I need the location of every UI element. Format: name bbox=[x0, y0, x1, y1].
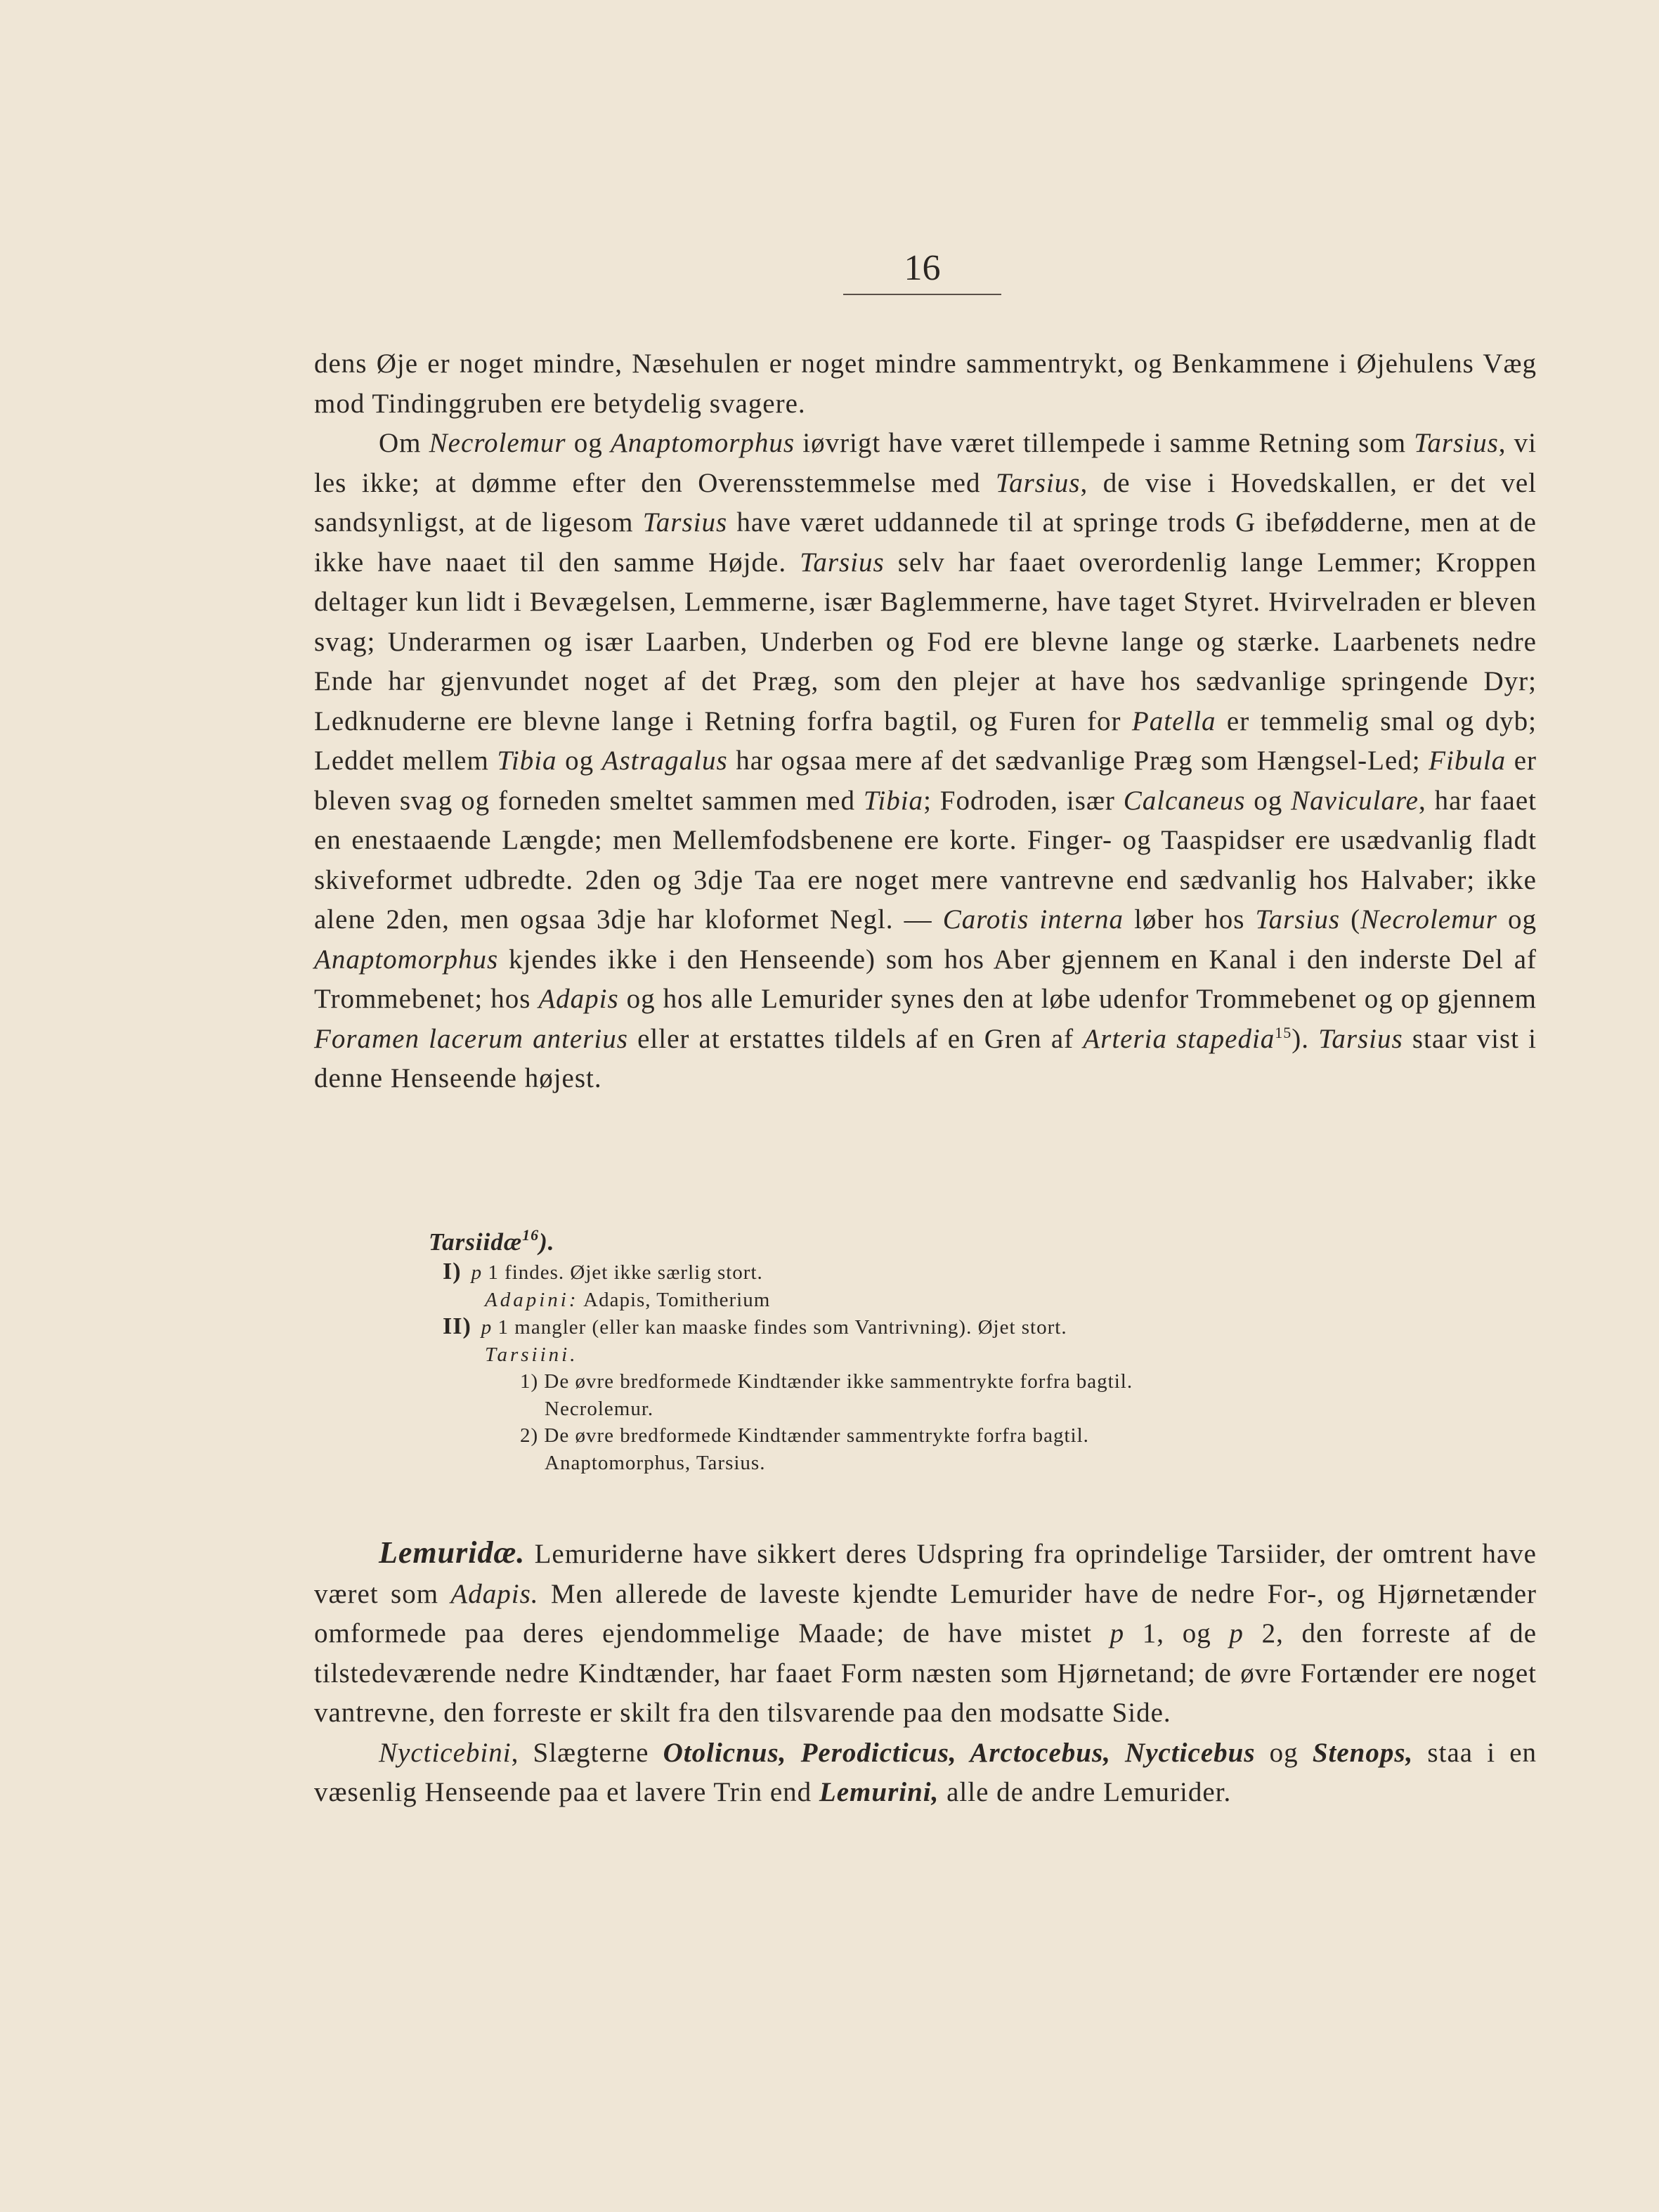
body-text-lower bbox=[314, 1533, 1537, 1813]
text: ). bbox=[1292, 1023, 1319, 1054]
text: 1) De øvre bredformede Kindtænder ikke sammentrykte forfra bagtil. bbox=[520, 1370, 1133, 1393]
anatomy-term: Foramen lacerum anterius bbox=[314, 1023, 628, 1054]
genus-name: Tarsius bbox=[995, 467, 1081, 498]
anatomy-term: Naviculare bbox=[1291, 785, 1419, 816]
text: og bbox=[1497, 904, 1537, 935]
paragraph bbox=[314, 1533, 1537, 1733]
anatomy-term: Calcaneus bbox=[1123, 785, 1246, 816]
body-text-upper bbox=[314, 344, 1537, 1099]
tribe-name: Lemurini, bbox=[819, 1777, 939, 1807]
classification-item bbox=[443, 1258, 1412, 1287]
page-number: 16 bbox=[843, 247, 1001, 295]
tribe-line bbox=[485, 1341, 1412, 1369]
tooth-symbol: p bbox=[471, 1261, 483, 1284]
text: ( bbox=[1340, 904, 1361, 935]
roman-numeral: I) bbox=[443, 1258, 462, 1284]
text: , har faaet en enestaaende Længde; men Mellemfodsbenene ere korte. Finger- og Taaspidser ere usædvanlig fladt skiveformet udbredte. 2den og 3dje Taa ere noget mere vantrevne end sædvanlig hos Halvaber; ikke alene 2den, men ogsaa 3dje har kloformet Negl. — bbox=[314, 785, 1537, 935]
tribe-name: Adapini: bbox=[485, 1288, 579, 1311]
genus-name: Stenops, bbox=[1312, 1737, 1414, 1768]
text: , vi les ikke; at dømme efter den Overensstemmelse med bbox=[314, 428, 1537, 498]
paragraph bbox=[314, 424, 1537, 1099]
roman-numeral: II) bbox=[443, 1313, 471, 1339]
text: 1 mangler (eller kan maaske findes som Vantrivning). Øjet stort. bbox=[492, 1316, 1067, 1339]
text: og bbox=[566, 428, 611, 458]
tooth-symbol: p bbox=[1229, 1618, 1244, 1648]
text: løber hos bbox=[1124, 904, 1256, 935]
text: kjendes ikke i den Henseende) som hos Aber gjennem en Kanal i den inderste Del af Trommebenet; hos bbox=[314, 944, 1537, 1014]
genus-line bbox=[545, 1395, 1412, 1423]
text: 2, den forreste af de tilstedeværende nedre Kindtænder, har faaet Form næsten som Hjørnetand; de øvre Fortænder ere noget vantrevne, den forreste er skilt fra den tilsvarende paa den modsatte Side. bbox=[314, 1618, 1537, 1728]
text: 2) De øvre bredformede Kindtænder sammentrykte forfra bagtil. bbox=[520, 1424, 1089, 1447]
text: dens Øje er noget mindre, Næsehulen er noget mindre sammentrykt, og Benkammene i Øjehulens Væg mod Tindinggruben ere betydelig svagere. bbox=[314, 349, 1537, 419]
genus-line bbox=[545, 1450, 1412, 1477]
genera-list: Adapis, Tomitherium bbox=[578, 1288, 771, 1311]
sub-item bbox=[520, 1422, 1412, 1450]
text: , Slægterne bbox=[511, 1737, 663, 1768]
text: staa i en væsenlig Henseende paa et lavere Trin end bbox=[314, 1737, 1537, 1807]
classification-item bbox=[443, 1313, 1412, 1341]
anatomy-term: Tibia bbox=[497, 746, 557, 776]
paragraph bbox=[314, 344, 1537, 424]
classification-table bbox=[429, 1226, 1412, 1476]
genus-name: Tarsius bbox=[642, 507, 728, 538]
text: er bleven svag og forneden smeltet sammen med bbox=[314, 746, 1537, 816]
sub-item bbox=[520, 1368, 1412, 1395]
genera-list: Otolicnus, Perodicticus, Arctocebus, Nycticebus bbox=[663, 1737, 1256, 1768]
paragraph bbox=[314, 1733, 1537, 1813]
text: ; Fodroden, især bbox=[923, 785, 1124, 816]
anatomy-term: Tibia bbox=[863, 785, 924, 816]
section-heading: Lemuridæ. bbox=[379, 1535, 526, 1570]
text: er temmelig smal og dyb; Leddet mellem bbox=[314, 705, 1537, 776]
genus-name: Adapis. bbox=[450, 1578, 539, 1609]
text: Om bbox=[379, 428, 429, 458]
genera-list: Anaptomorphus, Tarsius. bbox=[545, 1451, 766, 1474]
footnote-ref: 15 bbox=[1275, 1023, 1292, 1041]
footnote-ref: 16 bbox=[522, 1226, 540, 1244]
text: har ogsaa mere af det sædvanlige Præg som Hængsel-Led; bbox=[727, 746, 1429, 776]
text: Lemuriderne have sikkert deres Udspring fra oprindelige Tarsiider, der omtrent have været som bbox=[314, 1539, 1537, 1609]
genus-name: Adapis bbox=[538, 984, 619, 1014]
genus-name: Tarsius bbox=[1318, 1023, 1403, 1054]
text: og hos alle Lemurider synes den at løbe udenfor Trommebenet og op gjennem bbox=[618, 984, 1537, 1014]
text: 1 findes. Øjet ikke særlig stort. bbox=[482, 1261, 763, 1284]
text: og bbox=[1255, 1737, 1313, 1768]
tribe-name: Tarsiini. bbox=[485, 1343, 578, 1366]
anatomy-term: Fibula bbox=[1429, 746, 1507, 776]
text: staar vist i denne Henseende højest. bbox=[314, 1023, 1537, 1093]
tooth-symbol: p bbox=[481, 1316, 493, 1339]
genus-name: Necrolemur bbox=[1360, 904, 1497, 935]
text: og bbox=[557, 746, 602, 776]
genus-name: Tarsius bbox=[1414, 428, 1499, 458]
text: have været uddannede til at springe trods G ibefødderne, men at de ikke have naaet til den samme Højde. bbox=[314, 507, 1537, 578]
genus-name: Tarsius bbox=[800, 547, 885, 578]
text: , de vise i Hovedskallen, er det vel sandsynligst, at de ligesom bbox=[314, 467, 1537, 538]
text: Men allerede de laveste kjendte Lemurider have de nedre For-, og Hjørnetænder omformede paa deres ejendommelige Maade; de have mistet bbox=[314, 1578, 1537, 1648]
anatomy-term: Astragalus bbox=[601, 746, 728, 776]
text: 1, og bbox=[1124, 1618, 1230, 1648]
tribe-line bbox=[485, 1287, 1412, 1314]
text: og bbox=[1245, 785, 1292, 816]
text: ). bbox=[539, 1228, 555, 1256]
family-heading bbox=[429, 1226, 1412, 1258]
text: alle de andre Lemurider. bbox=[939, 1777, 1232, 1807]
text: iøvrigt have været tillempede i samme Retning som bbox=[795, 428, 1414, 458]
anatomy-term: Carotis interna bbox=[942, 904, 1124, 935]
genus-name: Tarsius bbox=[1255, 904, 1341, 935]
text: eller at erstattes tildels af en Gren af bbox=[627, 1023, 1084, 1054]
genus-name: Necrolemur bbox=[429, 428, 566, 458]
anatomy-term: Arteria stapedia bbox=[1083, 1023, 1275, 1054]
text: selv har faaet overordenlig lange Lemmer; Kroppen deltager kun lidt i Bevægelsen, Lemmerne, især Baglemmerne, have taget Styret. Hvirvelraden er bleven svag; Underarmen og især Laarben, Underben og Fod ere blevne lange og stærke. Laarbenets nedre Ende har gjenvundet noget af det Præg, som den plejer at have hos sædvanlige springende Dyr; Ledknuderne ere blevne lange i Retning forfra bagtil, og Furen for bbox=[314, 547, 1537, 736]
tribe-name: Nycticebini bbox=[379, 1737, 512, 1768]
family-name: Tarsiidæ bbox=[429, 1228, 523, 1256]
genera-list: Necrolemur. bbox=[545, 1397, 654, 1420]
genus-name: Anaptomorphus bbox=[314, 944, 499, 975]
genus-name: Anaptomorphus bbox=[610, 428, 795, 458]
anatomy-term: Patella bbox=[1131, 705, 1216, 736]
tooth-symbol: p bbox=[1110, 1618, 1125, 1648]
